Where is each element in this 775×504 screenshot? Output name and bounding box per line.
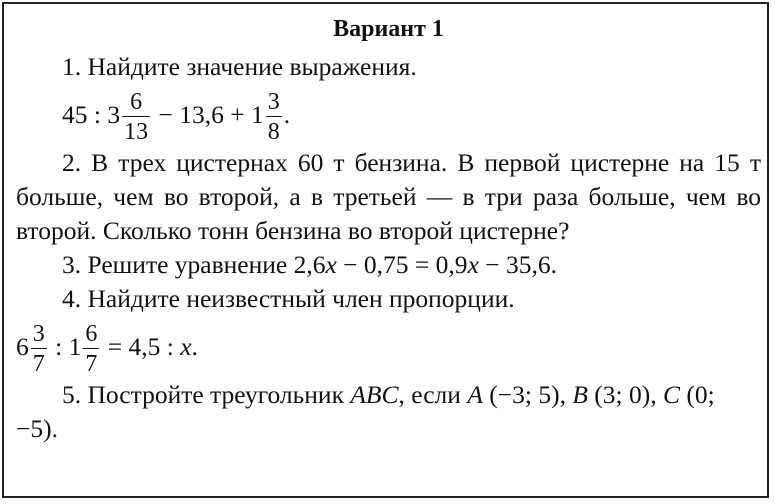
task-3-pre: 3. Решите уравнение 2,6 — [62, 250, 326, 279]
task-1-fraction-1 — [122, 90, 150, 144]
task-5-point-b: B — [572, 380, 588, 409]
task-4-whole-1: 6 — [16, 332, 29, 361]
fraction-denominator: 8 — [267, 119, 280, 146]
task-5-point-a: A — [467, 380, 483, 409]
fraction-denominator: 13 — [124, 119, 149, 146]
task-5-b-coords: (3; 0), — [587, 380, 663, 409]
task-4-expression — [16, 316, 761, 378]
task-1-text: 1. Найдите значение выражения. — [62, 52, 417, 81]
task-1-expr-end: . — [283, 100, 291, 129]
task-2-text: 2. В трех цистернах 60 т бензина. В первой цистерне на 15 т больше, чем во второй, а в третьей — в три раза больше, чем во второй. Сколько тонн бензина во второй цистерне? — [16, 148, 761, 245]
task-4-rhs: = 4,5 : — [101, 332, 181, 361]
fraction-numerator: 3 — [32, 321, 45, 348]
task-5-a-coords: (−3; 5), — [482, 380, 573, 409]
task-3-variable-1: x — [325, 250, 337, 279]
task-5-point-c: C — [663, 380, 681, 409]
fraction-numerator: 6 — [85, 321, 98, 348]
task-5-c-coords: (0; −5). — [16, 380, 715, 443]
fraction-denominator: 7 — [32, 351, 45, 378]
task-1-fraction-2 — [266, 90, 282, 144]
fraction-numerator: 6 — [122, 90, 150, 117]
task-1-expression — [16, 84, 761, 146]
task-4-fraction-2 — [83, 322, 99, 376]
fraction-numerator: 3 — [267, 89, 280, 116]
task-5-if: , если — [398, 380, 468, 409]
task-4-variable: x — [180, 332, 192, 361]
task-4-separator: : 1 — [48, 332, 82, 361]
task-5-triangle-name: ABC — [350, 380, 399, 409]
worksheet-content — [16, 14, 761, 446]
variant-title: Вариант 1 — [333, 16, 444, 42]
task-4-end: . — [191, 332, 198, 361]
task-5-text — [16, 378, 761, 446]
task-3-end: − 35,6. — [478, 250, 558, 279]
worksheet-frame — [2, 2, 769, 498]
task-1-expr-part-mid: − 13,6 + 1 — [152, 100, 264, 129]
task-4-text: 4. Найдите неизвестный член пропорции. — [62, 284, 515, 313]
fraction-denominator: 7 — [85, 351, 98, 378]
task-5-pre: 5. Постройте треугольник — [62, 380, 351, 409]
task-3-mid: − 0,75 = 0,9 — [336, 250, 468, 279]
task-3-variable-2: x — [467, 250, 479, 279]
task-3-text — [16, 248, 761, 282]
task-1-expr-part-a: 45 : 3 — [62, 100, 121, 129]
task-4-fraction-1 — [31, 322, 47, 376]
